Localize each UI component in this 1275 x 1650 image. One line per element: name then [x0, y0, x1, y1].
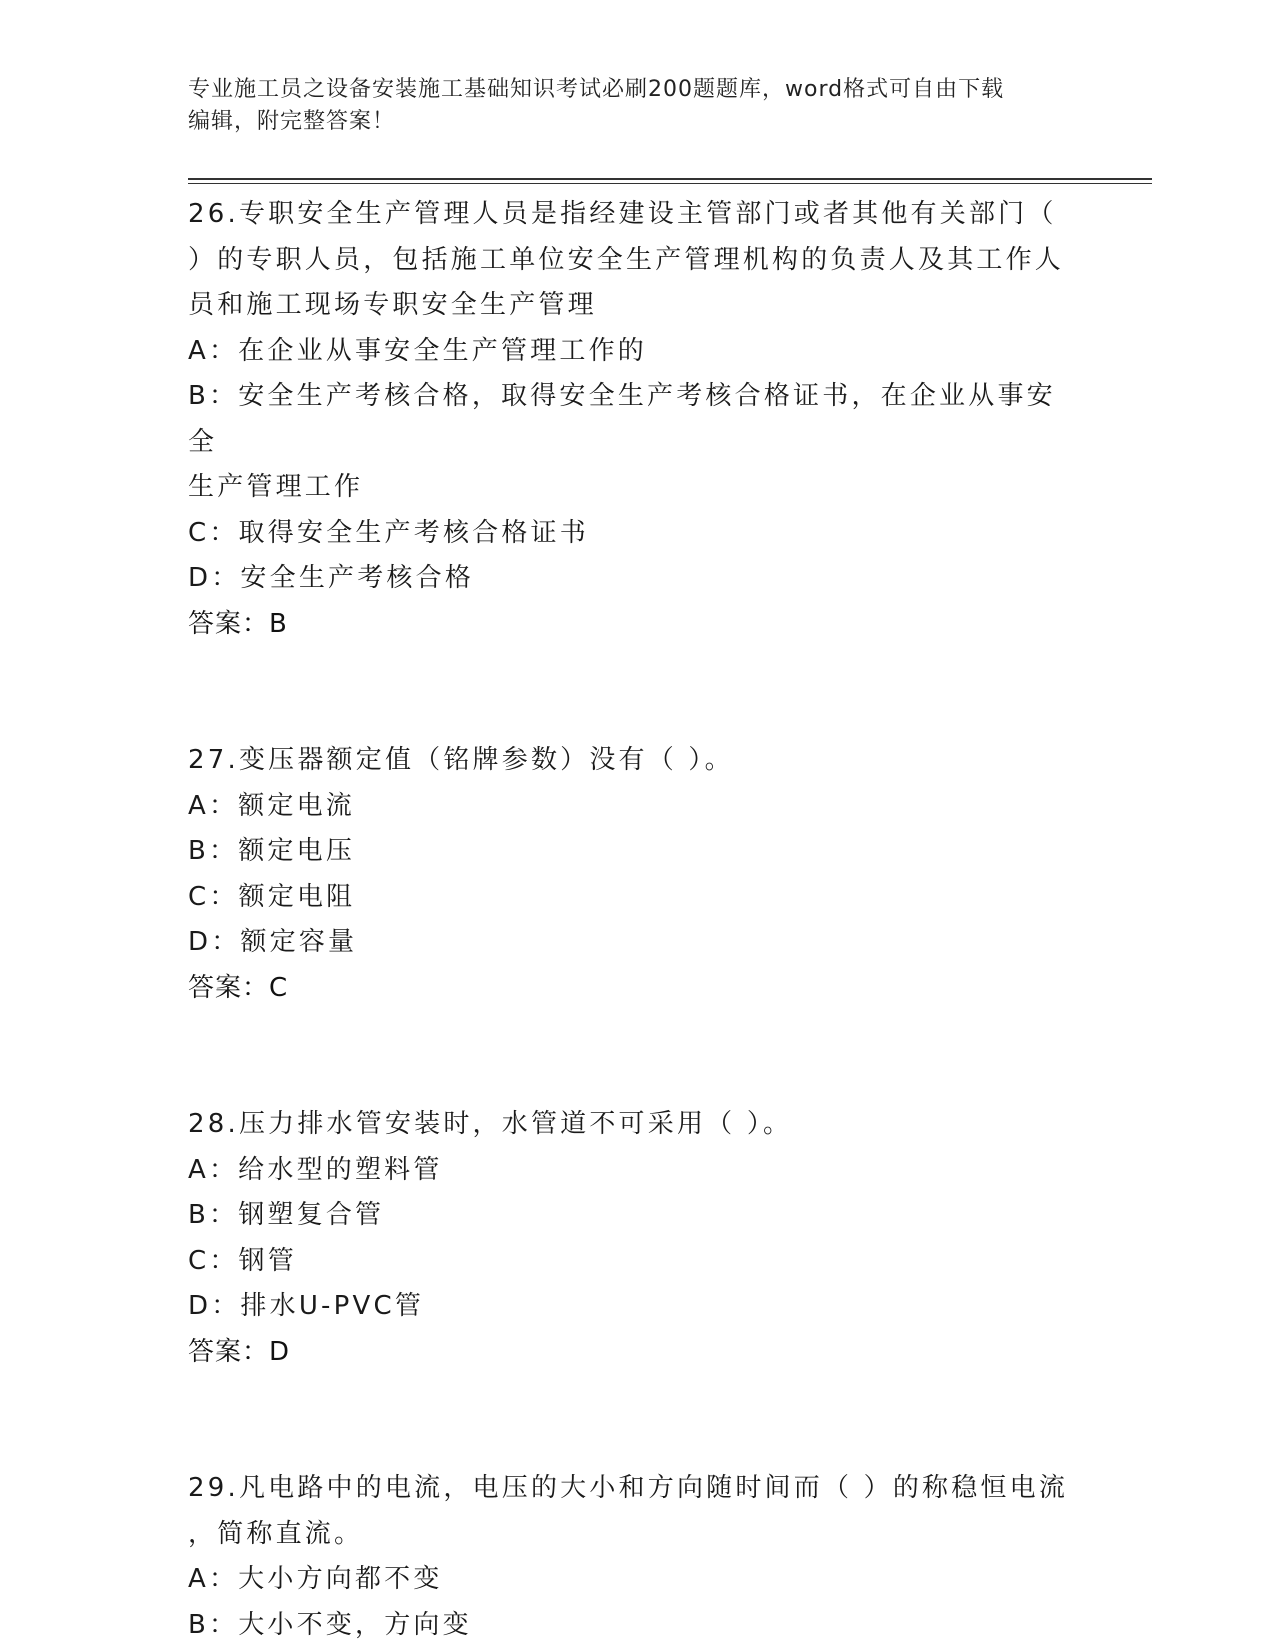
question-stem-line: 28.压力排水管安装时，水管道不可采用（ ）。 [188, 1109, 793, 1139]
option-b-continued: 生产管理工作 [188, 472, 364, 502]
option-a: A：额定电流 [188, 790, 355, 821]
question-26 [188, 192, 1068, 647]
option-b: B：安全生产考核合格，取得安全生产考核合格证书，在企业从事安全 [188, 381, 1056, 457]
question-stem-line: ）的专职人员，包括施工单位安全生产管理机构的负责人及其工作人 [188, 244, 1065, 275]
option-b: B：钢塑复合管 [188, 1200, 385, 1230]
answer: 答案：C [188, 972, 289, 1003]
question-list [188, 192, 1068, 1648]
header-divider [188, 178, 1152, 184]
option-a: A：大小方向都不变 [188, 1564, 443, 1594]
question-gap [188, 647, 1068, 738]
question-stem-line: 员和施工现场专职安全生产管理 [188, 290, 597, 320]
option-c: C：额定电阻 [188, 881, 356, 912]
option-c: C：钢管 [188, 1245, 297, 1276]
option-a: A：在企业从事安全生产管理工作的 [188, 335, 647, 366]
option-d: D：额定容量 [188, 927, 358, 957]
document-header [188, 74, 1068, 138]
question-gap [188, 1011, 1068, 1102]
question-stem-line: 27.变压器额定值（铭牌参数）没有（ ）。 [188, 745, 734, 775]
question-27 [188, 738, 1068, 1011]
option-d: D：安全生产考核合格 [188, 563, 475, 593]
header-line-2: 编辑，附完整答案！ [188, 109, 396, 134]
question-stem-line: ，简称直流。 [188, 1518, 364, 1549]
question-29 [188, 1466, 1068, 1648]
option-b: B：额定电压 [188, 836, 356, 866]
question-stem-line: 26.专职安全生产管理人员是指经建设主管部门或者其他有关部门（ [188, 199, 1057, 229]
option-a: A：给水型的塑料管 [188, 1154, 443, 1185]
question-stem-line: 29.凡电路中的电流，电压的大小和方向随时间而（ ）的称稳恒电流 [188, 1473, 1069, 1503]
answer: 答案：B [188, 608, 288, 639]
question-28 [188, 1102, 1068, 1375]
answer: 答案：D [188, 1336, 291, 1367]
option-c: C：取得安全生产考核合格证书 [188, 517, 589, 548]
header-line-1: 专业施工员之设备安装施工基础知识考试必刷200题题库，word格式可自由下载 [188, 77, 1005, 102]
question-gap [188, 1375, 1068, 1466]
option-b: B：大小不变，方向变 [188, 1609, 472, 1640]
option-d: D：排水U-PVC管 [188, 1291, 425, 1321]
